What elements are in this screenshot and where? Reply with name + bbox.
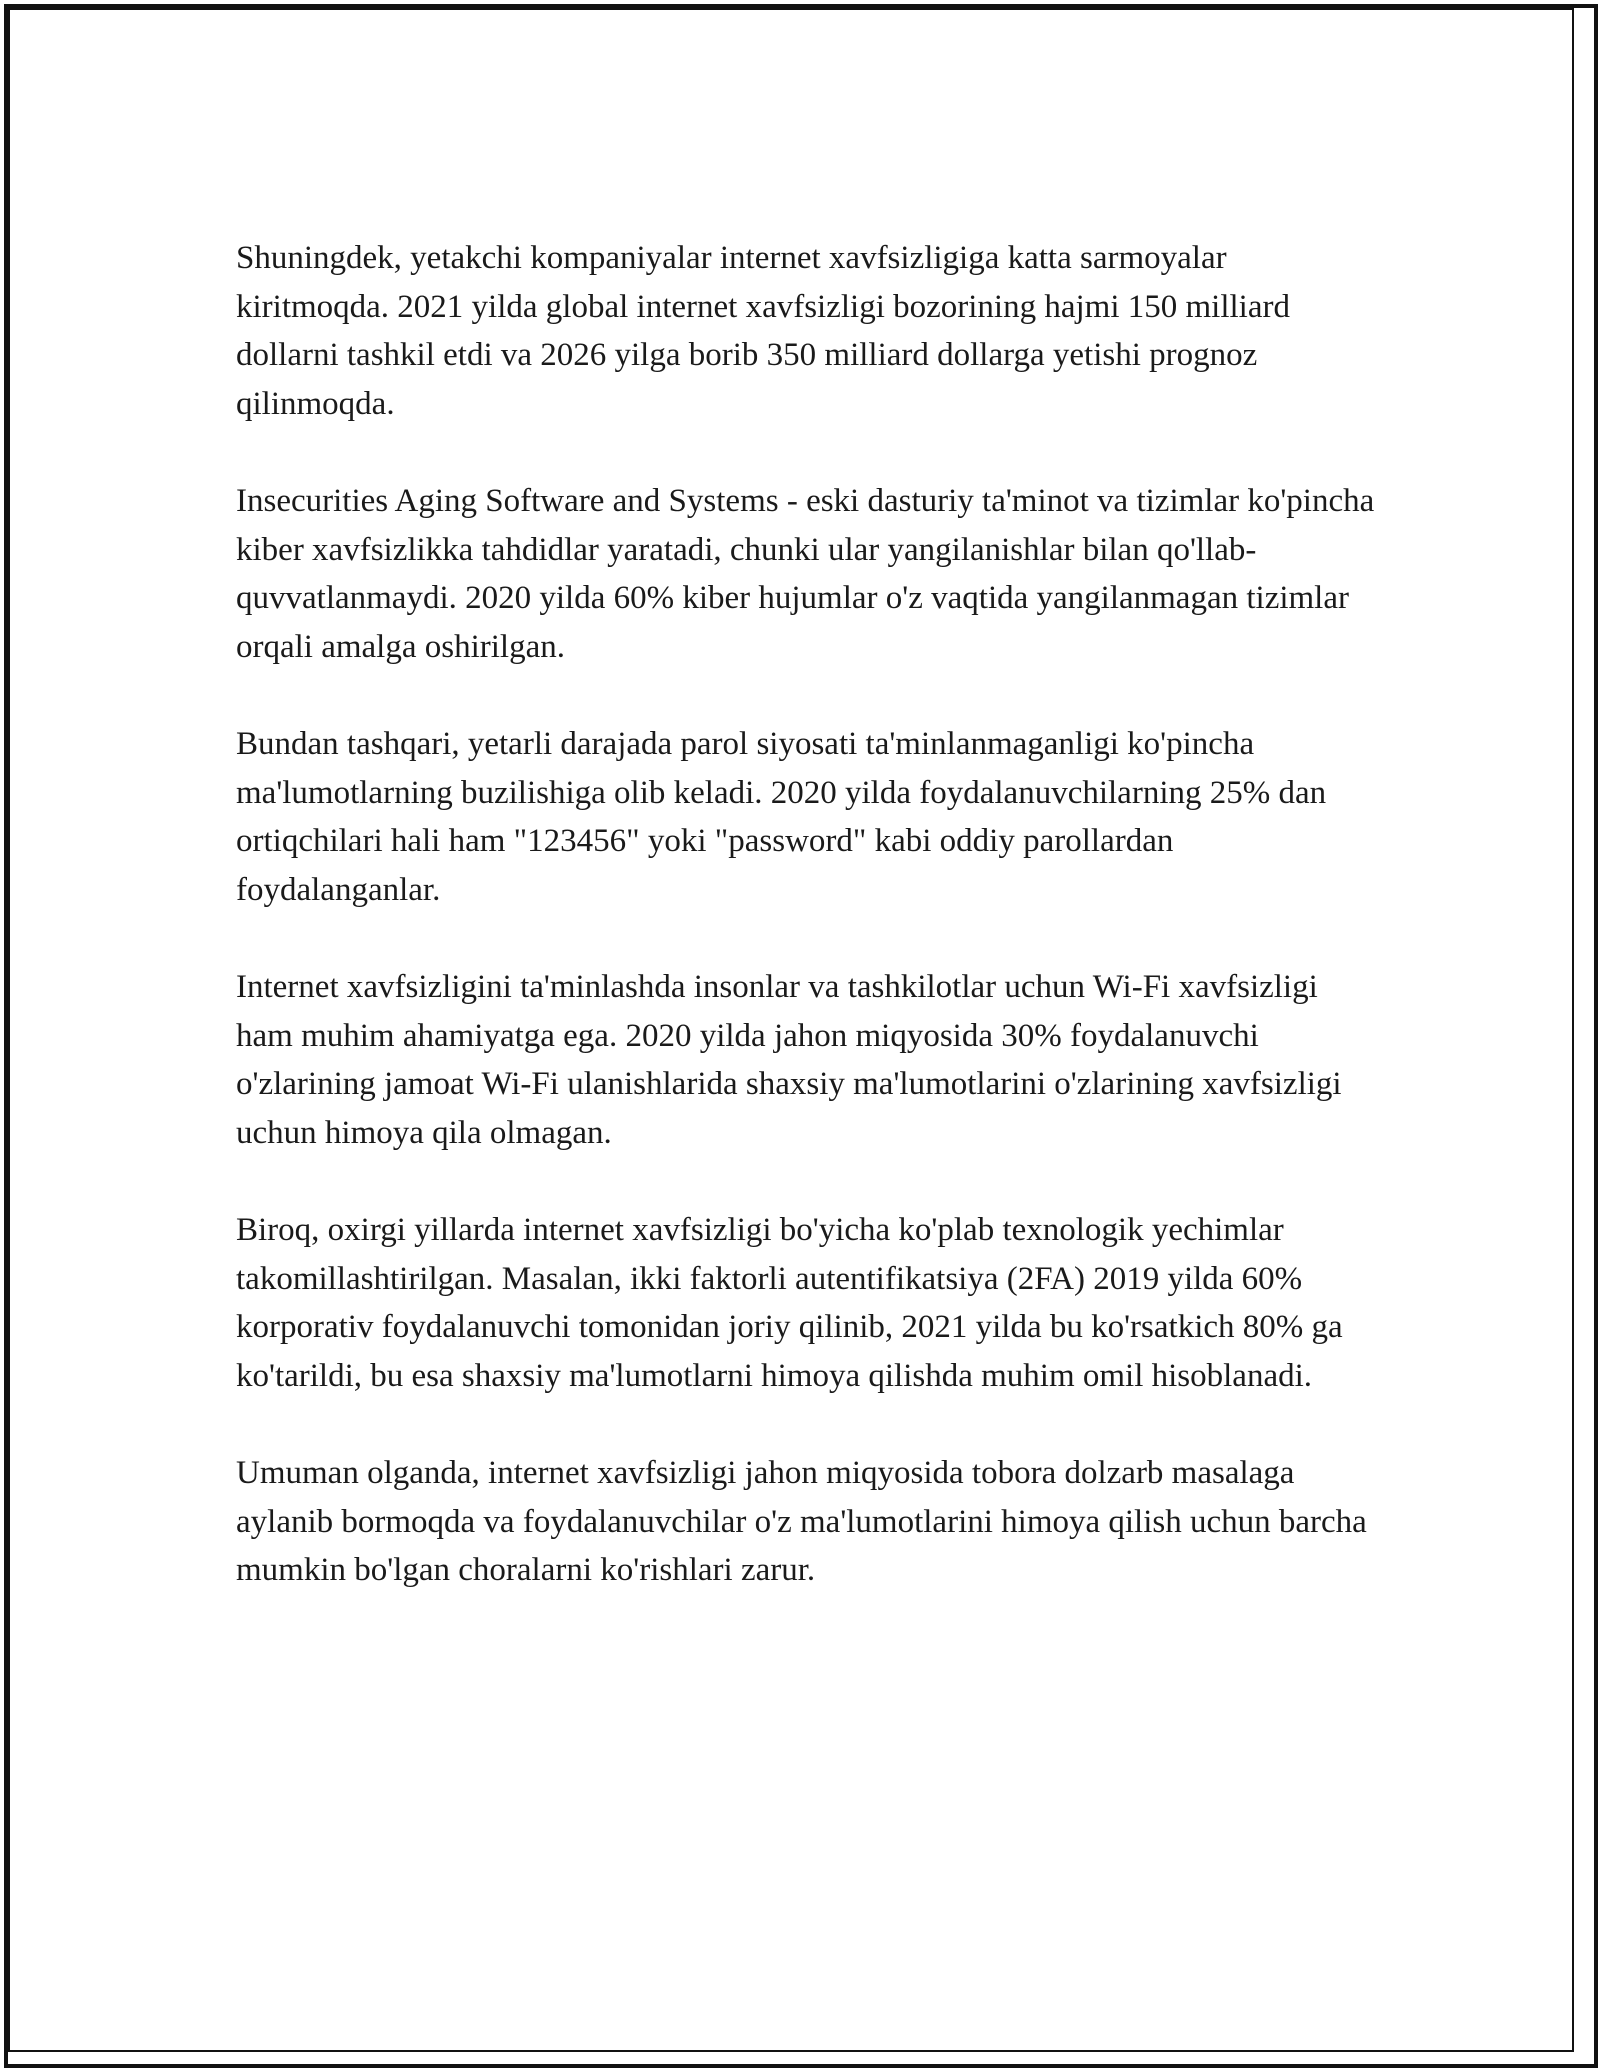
document-body <box>236 234 1376 1644</box>
paragraph-4: Internet xavfsizligini ta'minlashda insonlar va tashkilotlar uchun Wi-Fi xavfsizligi ham muhim ahamiyatga ega. 2020 yilda jahon miqyosida 30% foydalanuvchi o'zlarining jamoat Wi-Fi ulanishlarida shaxsiy ma'lumotlarini o'zlarining xavfsizligi uchun himoya qila olmagan. <box>236 969 1342 1151</box>
paragraph-6: Umuman olganda, internet xavfsizligi jahon miqyosida tobora dolzarb masalaga aylanib bormoqda va foydalanuvchilar o'z ma'lumotlarini himoya qilish uchun barcha mumkin bo'lgan choralarni ko'rishlari zarur. <box>236 1455 1367 1588</box>
paragraph-5: Biroq, oxirgi yillarda internet xavfsizligi bo'yicha ko'plab texnologik yechimlar takomillashtirilgan. Masalan, ikki faktorli autentifikatsiya (2FA) 2019 yilda 60% korporativ foydalanuvchi tomonidan joriy qilinib, 2021 yilda bu ko'rsatkich 80% ga ko'tarildi, bu esa shaxsiy ma'lumotlarni himoya qilishda muhim omil hisoblanadi. <box>236 1212 1343 1394</box>
paragraph-1: Shuningdek, yetakchi kompaniyalar internet xavfsizligiga katta sarmoyalar kiritmoqda. 2021 yilda global internet xavfsizligi bozorining hajmi 150 milliard dollarni tashkil etdi va 2026 yilga borib 350 milliard dollarga yetishi prognoz qilinmoqda. <box>236 240 1290 422</box>
paragraph-3: Bundan tashqari, yetarli darajada parol siyosati ta'minlanmaganligi ko'pincha ma'lumotlarning buzilishiga olib keladi. 2020 yilda foydalanuvchilarning 25% dan ortiqchilari hali ham "123456" yoki "password" kabi oddiy parollardan foydalanganlar. <box>236 726 1327 908</box>
paragraph-2: Insecurities Aging Software and Systems - eski dasturiy ta'minot va tizimlar ko'pincha kiber xavfsizlikka tahdidlar yaratadi, chunki ular yangilanishlar bilan qo'llab-quvvatlanmaydi. 2020 yilda 60% kiber hujumlar o'z vaqtida yangilanmagan tizimlar orqali amalga oshirilgan. <box>236 483 1375 665</box>
